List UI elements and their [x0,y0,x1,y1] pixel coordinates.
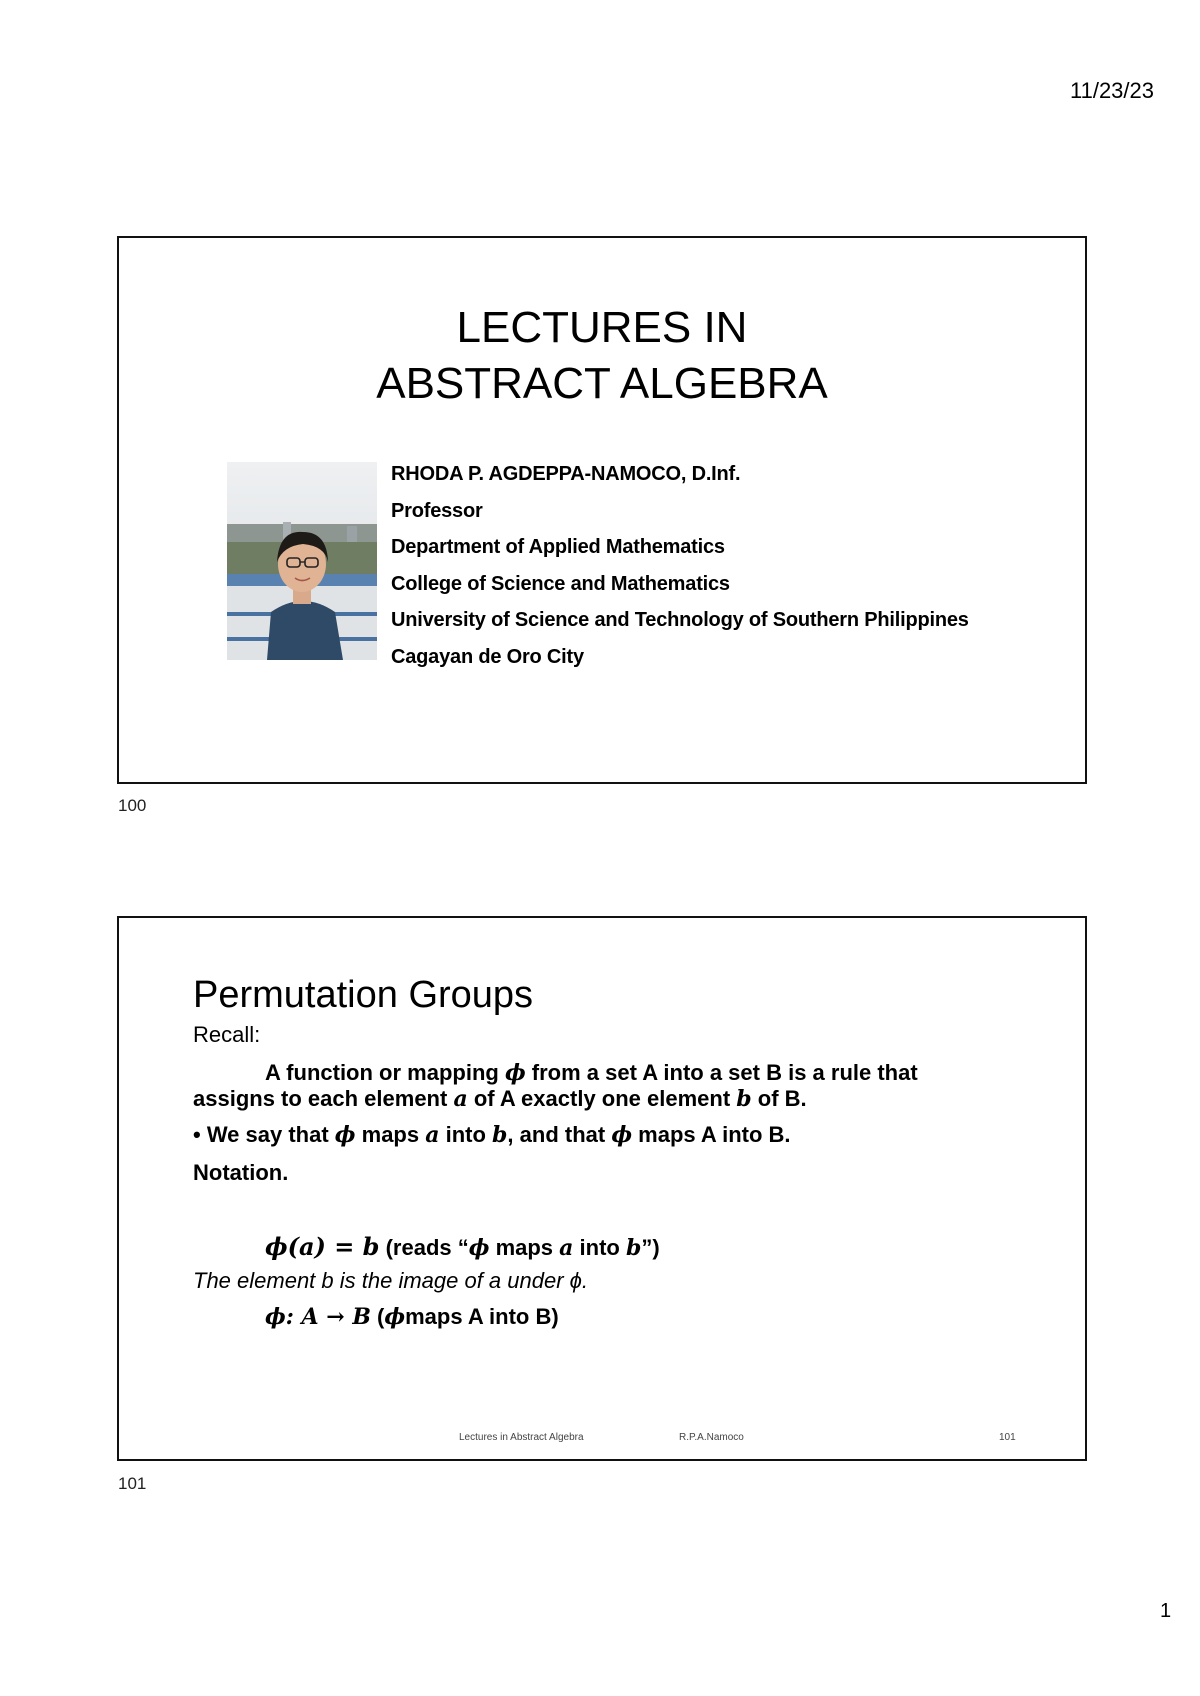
author-name: RHODA P. AGDEPPA-NAMOCO, D.Inf. [391,463,741,485]
formula-phi-a-to-b: ϕ: A → B (ϕmaps A into B) [265,1304,559,1330]
recall-label: Recall: [193,1022,261,1047]
footer-course: Lectures in Abstract Algebra [459,1432,584,1443]
author-photo-image [227,462,377,660]
author-department: Department of Applied Mathematics [391,536,725,558]
slide-title [119,300,1085,412]
definition-line-2: assigns to each element a of A exactly one element b of B. [193,1086,807,1112]
page-number: 1 [1160,1600,1172,1622]
notation-label: Notation. [193,1160,289,1185]
title-slide [117,236,1087,784]
title-line-2: ABSTRACT ALGEBRA [376,359,828,408]
image-definition-line: The element b is the image of a under ϕ. [193,1268,589,1293]
definition-line-1: A function or mapping ϕ from a set A into a set B is a rule that [265,1060,918,1086]
title-line-1: LECTURES IN [456,303,748,352]
author-college: College of Science and Mathematics [391,572,730,595]
slide-number-label: 101 [118,1474,147,1493]
bullet-dot: • [193,1122,201,1147]
footer-author: R.P.A.Namoco [679,1432,744,1443]
author-position: Professor [391,499,483,522]
content-slide [117,916,1087,1461]
author-photo [227,462,377,660]
author-city: Cagayan de Oro City [391,645,584,668]
author-info [391,456,969,675]
author-university: University of Science and Technology of Southern Philippines [391,609,969,631]
bullet-line: • We say that ϕ maps a into b, and that ϕ maps A into B. [193,1122,791,1148]
slide-title: Permutation Groups [193,974,534,1016]
page-date: 11/23/23 [1070,78,1155,103]
slide-number-label: 100 [118,796,147,815]
footer-slide-number: 101 [999,1432,1016,1443]
formula-phi-a-equals-b: ϕ(a) = b (reads “ϕ maps a into b”) [265,1232,660,1261]
